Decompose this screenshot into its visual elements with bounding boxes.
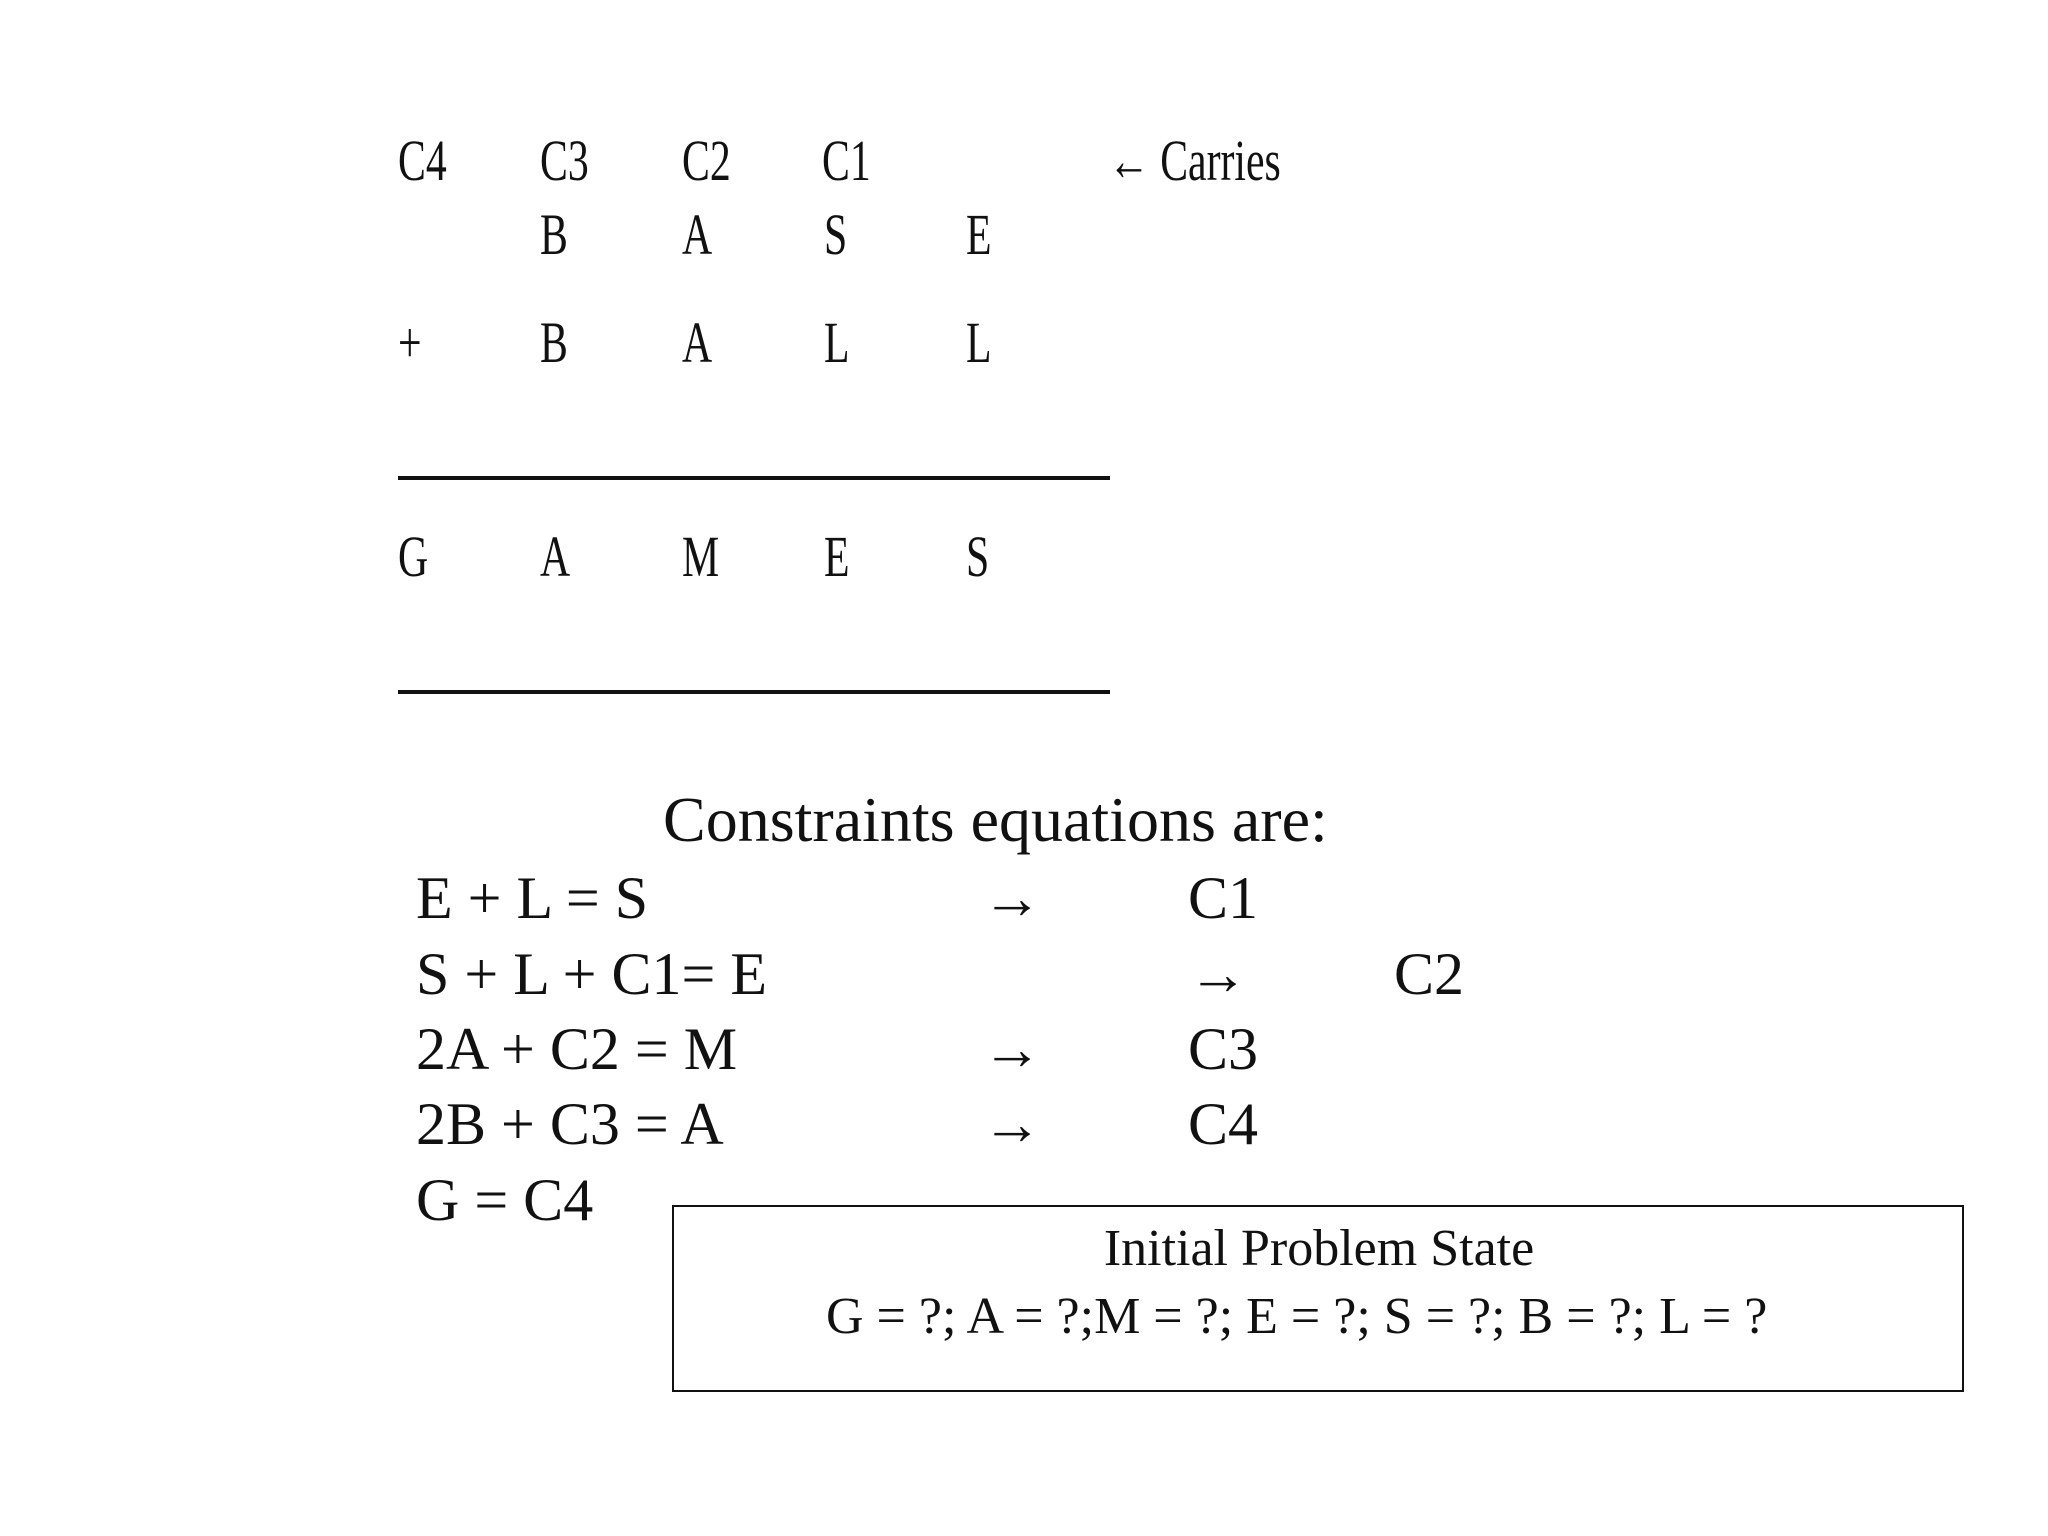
carry-c1: C1 bbox=[822, 128, 871, 193]
constraint-carry-2: C2 bbox=[1394, 941, 1465, 1007]
constraint-equation-5: G = C4 bbox=[416, 1167, 594, 1233]
initial-state-title: Initial Problem State bbox=[1103, 1220, 1535, 1277]
sum-letter-g: G bbox=[398, 524, 429, 589]
constraint-equation-1: E + L = S bbox=[416, 865, 649, 931]
constraint-equation-4: 2B + C3 = A bbox=[416, 1091, 724, 1157]
sum-rule-bottom bbox=[398, 690, 1110, 694]
sum-letter-s: S bbox=[966, 524, 990, 589]
addend2-letter-b: B bbox=[540, 310, 568, 375]
carry-c2: C2 bbox=[682, 128, 731, 193]
constraint-carry-1: C1 bbox=[1188, 865, 1259, 931]
carry-c3: C3 bbox=[540, 128, 589, 193]
carries-label: ← Carries bbox=[1108, 128, 1281, 193]
constraint-arrow-2: → bbox=[1188, 941, 1248, 1007]
addend2-letter-a: A bbox=[682, 310, 713, 375]
addend2-letter-l: L bbox=[824, 310, 850, 375]
initial-state-box bbox=[672, 1205, 1964, 1392]
sum-letter-e: E bbox=[824, 524, 850, 589]
constraint-equation-2: S + L + C1= E bbox=[416, 941, 767, 1007]
constraint-arrow-4: → bbox=[982, 1091, 1042, 1157]
addend1-letter-e: E bbox=[966, 202, 992, 267]
addend1-letter-a: A bbox=[682, 202, 713, 267]
addend2-letter-l-2: L bbox=[966, 310, 992, 375]
addend1-letter-b: B bbox=[540, 202, 568, 267]
constraint-arrow-3: → bbox=[982, 1016, 1042, 1082]
constraint-arrow-1: → bbox=[982, 865, 1042, 931]
plus-operator: + bbox=[398, 310, 422, 375]
initial-state-values: G = ?; A = ?;M = ?; E = ?; S = ?; B = ?; L = ? bbox=[826, 1288, 1768, 1345]
constraint-carry-3: C3 bbox=[1188, 1016, 1259, 1082]
constraint-equation-3: 2A + C2 = M bbox=[416, 1016, 738, 1082]
constraints-heading: Constraints equations are: bbox=[663, 784, 1328, 855]
addend1-letter-s: S bbox=[824, 202, 848, 267]
sum-letter-m: M bbox=[682, 524, 720, 589]
sum-letter-a: A bbox=[540, 524, 571, 589]
carry-c4: C4 bbox=[398, 128, 447, 193]
constraint-carry-4: C4 bbox=[1188, 1091, 1259, 1157]
sum-rule-top bbox=[398, 476, 1110, 480]
